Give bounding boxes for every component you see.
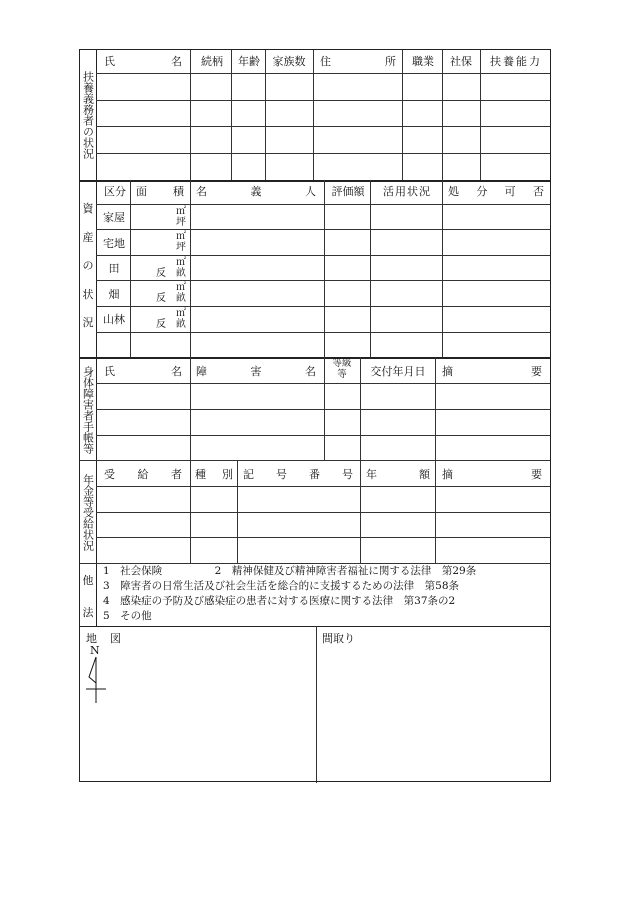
north-arrow-icon: [85, 655, 107, 705]
left-title-column-border: [96, 50, 97, 627]
col-line: [480, 50, 481, 180]
row-line: [96, 204, 550, 205]
header-grade-line2: 等: [337, 369, 347, 380]
col-line: [324, 180, 325, 357]
header-utilization: 活用状況: [383, 185, 431, 198]
col-line: [231, 50, 232, 180]
map-label: 地 図: [86, 632, 122, 645]
asset-unit-sqm: ㎡: [176, 282, 186, 293]
floor-plan-label: 間取り: [322, 632, 355, 645]
header-name: 氏 名: [104, 55, 182, 68]
col-line: [190, 50, 191, 180]
col-line: [190, 460, 191, 563]
row-line: [96, 435, 550, 436]
other-law-line-2: 3 障害者の日常生活及び社会生活を総合的に支援するための法律 第58条: [103, 580, 460, 592]
asset-row-label: 山林: [103, 313, 125, 326]
asset-row-label: 家屋: [103, 211, 125, 224]
asset-row-label: 田: [108, 262, 120, 275]
col-line: [360, 460, 361, 563]
asset-unit-tsubo: 坪: [176, 217, 186, 228]
header-age: 年齢: [238, 55, 260, 68]
asset-unit-tan-se: 反 畝: [156, 268, 186, 279]
section-divider: [80, 563, 550, 564]
header-support-capacity: 扶養能力: [490, 55, 542, 68]
col-line: [190, 357, 191, 460]
col-line: [402, 50, 403, 180]
header-issue-date: 交付年月日: [370, 365, 426, 378]
header-pension-remarks: 摘 要: [442, 468, 542, 481]
supporters-title: 扶養義務者の状況: [81, 71, 95, 159]
col-line: [324, 357, 325, 460]
other-laws-title: 他 法: [82, 574, 94, 619]
row-line: [96, 409, 550, 410]
col-line: [360, 357, 361, 460]
row-line: [96, 100, 550, 101]
col-line: [442, 50, 443, 180]
north-label: N: [90, 644, 100, 657]
section-divider: [80, 357, 550, 359]
row-line: [96, 383, 550, 384]
col-line: [265, 50, 266, 180]
asset-unit-sqm: ㎡: [176, 308, 186, 319]
header-recipient: 受 給 者: [104, 468, 182, 481]
row-line: [96, 537, 550, 538]
header-address: 住 所: [320, 55, 396, 68]
asset-row-label: 宅地: [103, 237, 125, 250]
asset-unit-sqm: ㎡: [176, 257, 186, 268]
asset-unit-sqm: ㎡: [176, 206, 186, 217]
col-line: [370, 180, 371, 357]
other-law-line-1: 1 社会保険 2 精神保健及び精神障害者福祉に関する法律 第29条: [103, 565, 477, 577]
header-area: 面 積: [136, 185, 184, 198]
header-valuation: 評価額: [331, 185, 365, 198]
header-occupation: 職業: [412, 55, 434, 68]
col-line: [435, 460, 436, 563]
header-remarks: 摘 要: [442, 365, 542, 378]
col-line: [237, 460, 238, 563]
section-divider: [80, 626, 550, 627]
map-floorplan-divider: [316, 626, 317, 783]
row-line: [96, 255, 550, 256]
header-disposal: 処 分 可 否: [448, 185, 544, 198]
col-line: [130, 180, 131, 357]
col-line: [190, 180, 191, 357]
assets-title: 資 産 の 状 況: [82, 202, 94, 329]
header-holder-name: 氏 名: [104, 365, 182, 378]
row-line: [96, 280, 550, 281]
header-grade-line1: 等級: [332, 358, 352, 369]
header-symbol-number: 記 号 番 号: [243, 468, 353, 481]
pension-title: 年金等受給状況: [81, 473, 95, 551]
col-line: [435, 357, 436, 460]
row-line: [96, 126, 550, 127]
asset-unit-tsubo: 坪: [176, 242, 186, 253]
row-line: [96, 486, 550, 487]
section-divider: [80, 460, 550, 461]
header-social-insurance: 社保: [450, 55, 472, 68]
section-divider: [80, 180, 550, 182]
header-relation: 続柄: [201, 55, 223, 68]
row-line: [96, 332, 550, 333]
row-line: [96, 229, 550, 230]
asset-unit-tan-se: 反 畝: [156, 319, 186, 330]
disability-title: 身体障害者手帳等: [81, 365, 95, 454]
row-line: [96, 73, 550, 74]
row-line: [96, 512, 550, 513]
header-disability-name: 障 害 名: [196, 365, 316, 378]
header-owner: 名 義 人: [196, 185, 316, 198]
other-law-line-3: 4 感染症の予防及び感染症の患者に対する医療に関する法律 第37条の2: [103, 595, 456, 607]
row-line: [96, 306, 550, 307]
col-line: [313, 50, 314, 180]
header-category: 区分: [104, 185, 126, 198]
header-family-count: 家族数: [272, 55, 306, 68]
header-type: 種 別: [195, 468, 233, 481]
asset-row-label: 畑: [108, 288, 120, 301]
asset-unit-tan-se: 反 畝: [156, 293, 186, 304]
asset-unit-sqm: ㎡: [176, 231, 186, 242]
header-annual-amount: 年 額: [366, 468, 430, 481]
row-line: [96, 153, 550, 154]
other-law-line-4: 5 その他: [103, 610, 152, 622]
col-line: [442, 180, 443, 357]
welfare-form: [79, 49, 551, 782]
